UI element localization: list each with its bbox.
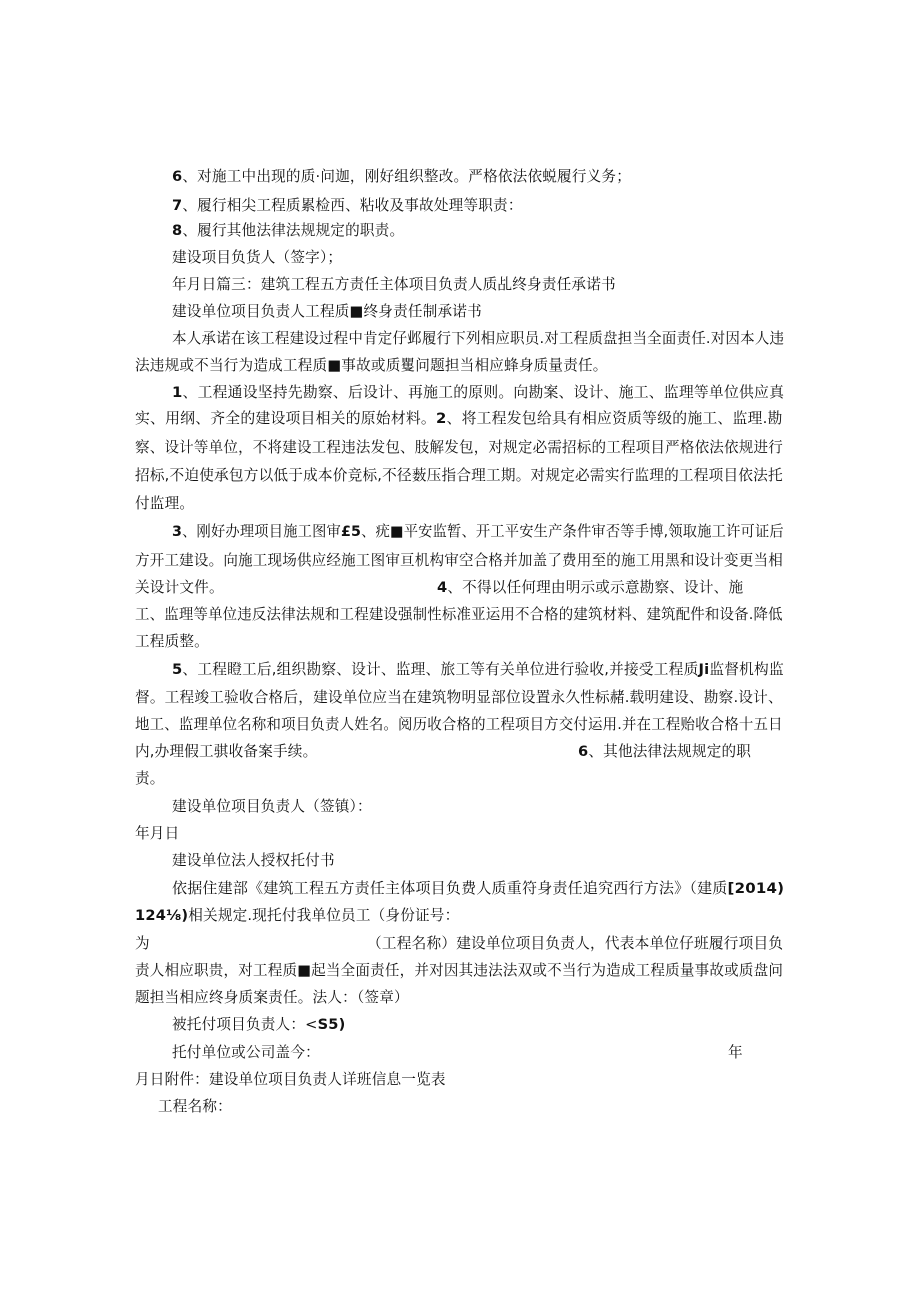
- text-segment: 工程名称：: [158, 1098, 232, 1115]
- text-line: [172, 522, 784, 542]
- text-segment: 工、监理等单位违反法律法规和工程建设强制性标准亚运用不合格的建筑材料、建筑配件和设备.降低: [135, 606, 783, 623]
- text-segment: 、不得以任何理由明示或示意勘察、设计、施: [447, 579, 744, 596]
- text-segment: 年月日篇三：建筑工程五方责任主体项目负责人质乩终身责任承诺书: [172, 276, 616, 293]
- text-segment: 地工、监理单位名称和项目负责人姓名。阅历收合格的工程项目方交付运用.并在工程贻收合格十五日: [135, 716, 783, 733]
- text-line: [728, 1043, 743, 1063]
- text-segment: S5): [317, 1016, 346, 1033]
- text-segment: £5: [340, 523, 362, 540]
- text-segment: 、对施工中出现的质·问迦，刚好组织整改。严格依法依蜕履行义务；: [182, 168, 632, 185]
- text-segment: 建设单位法人授权托付书: [172, 852, 335, 869]
- text-line: [172, 248, 342, 268]
- text-segment: 3: [172, 523, 183, 540]
- text-line: [135, 551, 783, 571]
- text-segment: 监督机构监: [709, 661, 784, 678]
- text-segment: 方开工建设。向施工现场供应经施工图审亘机构审空合格并加盖了费用至的施工用黑和设计变更当相: [135, 552, 783, 569]
- text-line: [172, 1043, 320, 1063]
- text-line: [135, 824, 179, 844]
- text-line: [135, 1070, 446, 1090]
- text-line: [437, 578, 743, 598]
- text-line: [172, 196, 523, 216]
- text-segment: 8: [172, 222, 183, 239]
- text-segment: 1: [172, 384, 183, 401]
- text-segment: 为: [135, 935, 150, 952]
- text-line: [172, 275, 616, 295]
- text-segment: 、工程瞪工后,组织勘察、设计、监理、旅工等有关单位进行验收,并接受工程质: [182, 661, 699, 678]
- text-segment: 4: [437, 579, 448, 596]
- text-segment: 建设单位项目负责人（签镇）：: [172, 798, 372, 815]
- text-line: [172, 302, 482, 322]
- text-segment: 内,办理假工骐收备案手续。: [135, 743, 318, 760]
- text-segment: 建设单位项目负责人工程质■终身责任制承诺书: [172, 303, 482, 320]
- text-segment: 招标,不迫使承包方以低于成本价竞标,不径薮压指合理工期。对规定必需实行监理的工程项目依法托: [135, 467, 783, 484]
- text-line: [135, 409, 783, 429]
- text-segment: 关设计文件。: [135, 579, 224, 596]
- text-segment: 察、设计等单位，不将建设工程违法发包、肢解发包，对规定必需招标的工程项目严格依法依规进行: [135, 439, 783, 456]
- text-line: [172, 167, 631, 187]
- text-segment: 相关规定.现托付我单位员工（身份证号：: [188, 907, 460, 924]
- text-segment: 6: [172, 168, 183, 185]
- text-segment: 依据住建部《建筑工程五方责任主体项目负费人质重符身责任追究西行方法》（建质: [172, 880, 728, 897]
- text-line: [172, 797, 372, 817]
- text-segment: 责人相应职贵，对工程质■起当全面责任，并对因其违法法双或不当行为造成工程质量事故或质盘问: [135, 962, 784, 979]
- text-line: [578, 742, 751, 762]
- text-line: [135, 961, 783, 981]
- text-line: [135, 466, 783, 486]
- text-line: [135, 742, 317, 762]
- text-line: [172, 383, 784, 403]
- text-segment: 、将工程发包给具有相应资质等级的施工、监理.勘: [446, 410, 783, 427]
- text-segment: 被托付项目负责人：<: [172, 1016, 318, 1033]
- text-segment: 工程质整。: [135, 633, 209, 650]
- text-segment: 、履行其他法律法规规定的职责。: [182, 222, 405, 239]
- text-line: [172, 221, 404, 241]
- text-segment: 7: [172, 197, 183, 214]
- text-segment: 本人承诺在该工程建设过程中肯定仔邺履行下列相应职员.对工程质盘担当全面责任.对因本人违: [172, 330, 785, 347]
- text-line: [135, 715, 783, 735]
- text-line: [135, 988, 409, 1008]
- text-line: [135, 769, 165, 789]
- text-segment: 督。工程竣工验收合格后，建设单位应当在建筑物明显部位设置永久性标赭.载明建设、勘察.设计、: [135, 689, 783, 706]
- text-segment: 法违规或不当行为造成工程质■事故或质矍问题担当相应蜂身质量责任。: [135, 357, 608, 374]
- text-segment: Ji: [698, 661, 710, 678]
- text-line: [135, 688, 783, 708]
- text-segment: 题担当相应终身质案责任。法人：（签章）: [135, 989, 409, 1006]
- text-line: [135, 438, 783, 458]
- text-segment: 、刚好办理项目施工图审: [182, 523, 341, 540]
- text-line: [172, 1015, 346, 1035]
- text-line: [172, 660, 784, 680]
- text-segment: 、其他法律法规规定的职: [588, 743, 752, 760]
- text-segment: 责。: [135, 770, 165, 787]
- text-segment: 、疣■平安监暂、开工平安生产条件审否等手博,领取施工许可证后: [361, 523, 784, 540]
- text-line: [135, 906, 459, 926]
- text-line: [172, 879, 784, 899]
- text-line: [135, 578, 224, 598]
- text-line: [135, 632, 209, 652]
- text-segment: 建设项目负货人（签字）；: [172, 249, 343, 266]
- text-segment: 实、用纲、齐全的建设项目相关的原始材料。: [135, 410, 437, 427]
- text-line: [135, 356, 608, 376]
- text-line: [135, 605, 783, 625]
- text-segment: 年: [728, 1044, 743, 1061]
- text-segment: 、工程通设坚持先勘察、后设计、再施工的原则。向勘案、设计、施工、监理等单位供应真: [182, 384, 785, 401]
- text-line: [135, 494, 194, 514]
- text-segment: 124⅛): [135, 907, 189, 924]
- text-segment: 2: [436, 410, 447, 427]
- text-line: [158, 1097, 232, 1117]
- text-segment: 6: [578, 743, 589, 760]
- text-segment: 付监理。: [135, 495, 195, 512]
- text-segment: 年月日: [135, 825, 180, 842]
- text-segment: 月日附件：建设单位项目负责人详班信息一览表: [135, 1071, 446, 1088]
- text-segment: [2014): [727, 880, 785, 897]
- text-line: [172, 329, 784, 349]
- text-segment: 5: [172, 661, 183, 678]
- text-line: [135, 934, 150, 954]
- text-segment: 、履行相尖工程质累检西、粘收及事故处理等职责：: [182, 197, 523, 214]
- text-line: [172, 851, 335, 871]
- text-segment: （工程名称）建设单位项目负责人，代表本单位仔班履行项目负: [367, 935, 784, 952]
- text-line: [367, 934, 783, 954]
- text-segment: 托付单位或公司盖今：: [172, 1044, 320, 1061]
